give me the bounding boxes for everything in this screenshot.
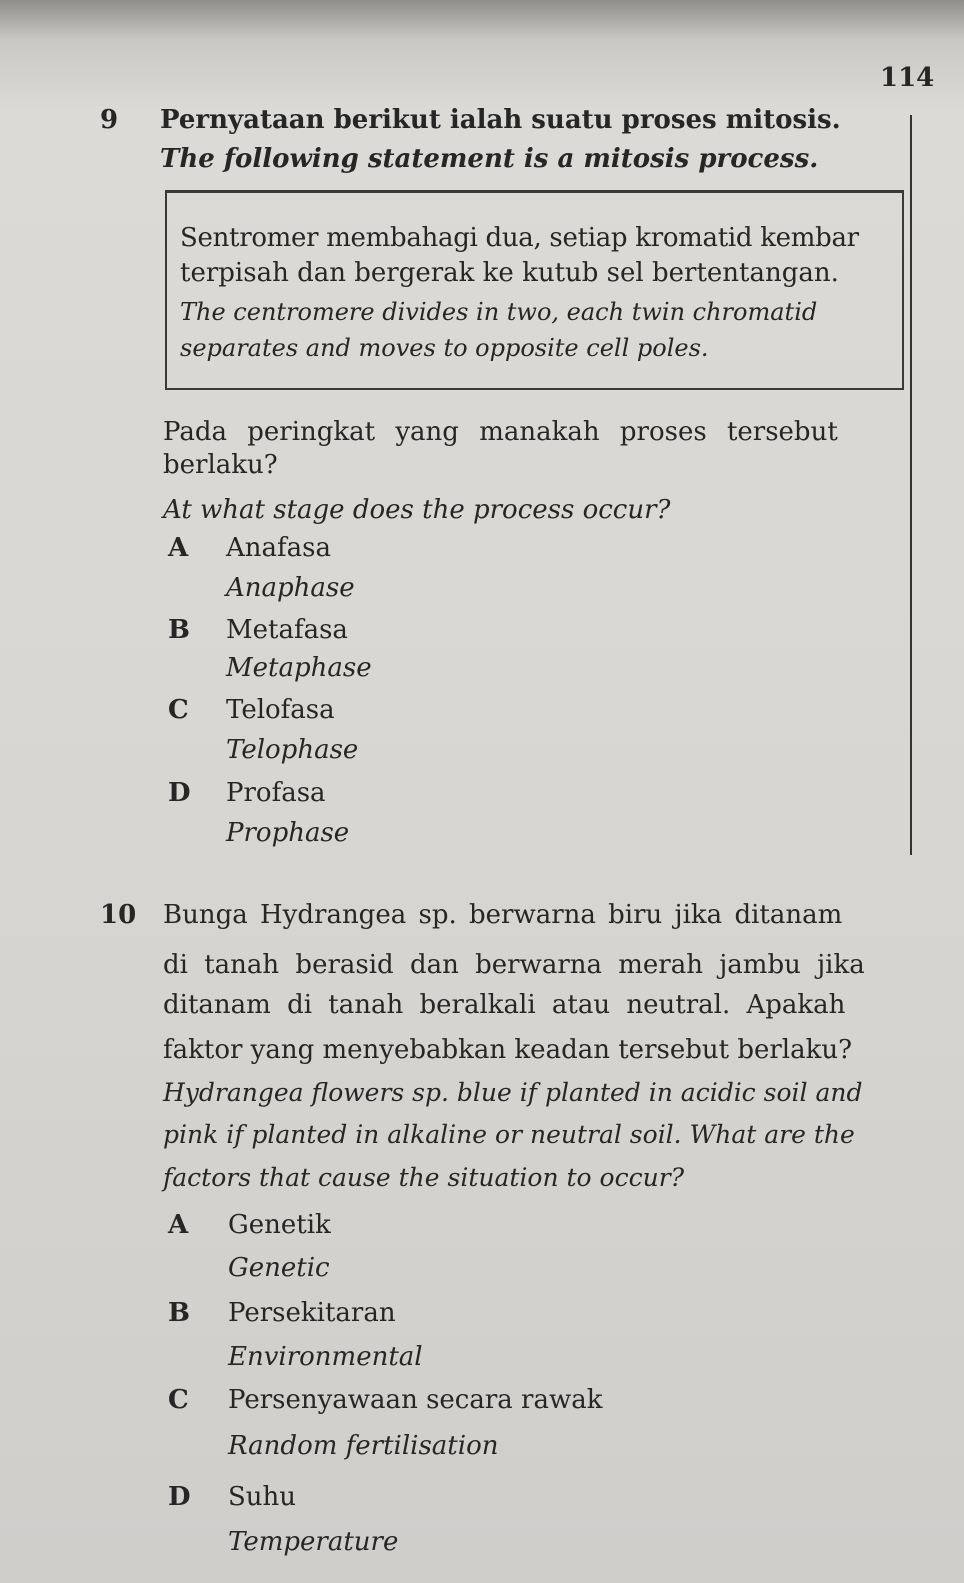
option-a-en: Anaphase — [226, 573, 355, 603]
option-c-letter: C — [168, 1385, 189, 1415]
option-b-letter: B — [168, 615, 190, 645]
option-a-letter: A — [168, 533, 189, 563]
option-b-ms: Persekitaran — [228, 1298, 396, 1328]
stem-line-3: ditanam di tanah beralkali atau neutral. Apakah — [163, 990, 846, 1020]
stem-en: The following statement is a mitosis process. — [160, 144, 819, 174]
option-c-ms: Telofasa — [226, 695, 335, 725]
question-number: 10 — [100, 900, 137, 930]
question-number: 9 — [100, 105, 119, 135]
option-d-letter: D — [168, 1482, 191, 1512]
option-c-ms: Persenyawaan secara rawak — [228, 1385, 603, 1415]
option-b-en: Metaphase — [226, 653, 372, 683]
option-b-en: Environmental — [228, 1342, 423, 1372]
option-b-ms: Metafasa — [226, 615, 348, 645]
stem-line-6: pink if planted in alkaline or neutral soil. What are the — [163, 1120, 855, 1149]
stem-ms: Pernyataan berikut ialah suatu proses mitosis. — [160, 105, 841, 135]
option-c-letter: C — [168, 695, 189, 725]
option-a-ms: Genetik — [228, 1210, 331, 1240]
statement-ms-2: terpisah dan bergerak ke kutub sel bertentangan. — [180, 258, 839, 288]
option-a-ms: Anafasa — [226, 533, 331, 563]
question-ms-1: Pada peringkat yang manakah proses tersebut — [163, 417, 838, 447]
option-b-letter: B — [168, 1298, 190, 1328]
page-number: 114 — [880, 63, 935, 93]
stem-line-4: faktor yang menyebabkan keadan tersebut berlaku? — [163, 1035, 853, 1065]
margin-line — [910, 115, 912, 855]
option-d-ms: Profasa — [226, 778, 326, 808]
option-d-en: Prophase — [226, 818, 350, 848]
option-d-en: Temperature — [228, 1527, 399, 1557]
stem-line-7: factors that cause the situation to occur? — [163, 1163, 685, 1192]
stem-line-1: Bunga Hydrangea sp. berwarna biru jika ditanam — [163, 900, 843, 930]
question-ms-2: berlaku? — [163, 450, 278, 480]
option-d-ms: Suhu — [228, 1482, 297, 1512]
option-d-letter: D — [168, 778, 191, 808]
option-c-en: Random fertilisation — [228, 1431, 499, 1461]
option-c-en: Telophase — [226, 735, 359, 765]
stem-line-5: Hydrangea flowers sp. blue if planted in acidic soil and — [163, 1078, 863, 1107]
option-a-letter: A — [168, 1210, 189, 1240]
stem-line-2: di tanah berasid dan berwarna merah jambu jika — [163, 950, 865, 980]
statement-ms-1: Sentromer membahagi dua, setiap kromatid kembar — [180, 223, 859, 253]
option-a-en: Genetic — [228, 1253, 330, 1283]
statement-en-1: The centromere divides in two, each twin chromatid — [180, 298, 818, 326]
statement-en-2: separates and moves to opposite cell poles. — [180, 334, 709, 362]
question-en: At what stage does the process occur? — [163, 495, 671, 525]
